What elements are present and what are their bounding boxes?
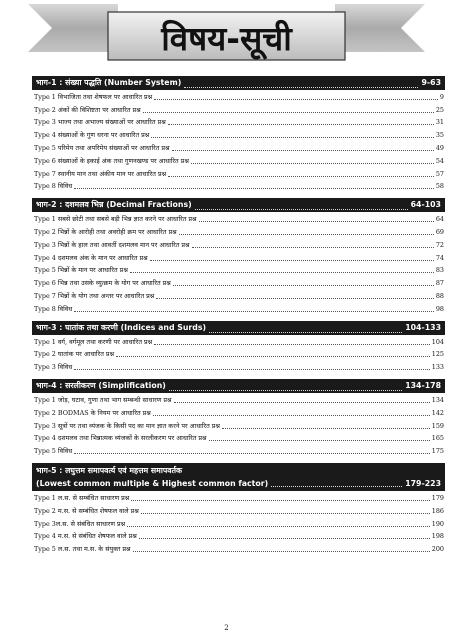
toc-item-page: 133: [431, 363, 444, 372]
toc-item[interactable]: [32, 504, 445, 517]
section-header[interactable]: [32, 76, 445, 90]
toc-item-page: 25: [435, 105, 444, 114]
toc-item-text: Type 5 ल.स. तथा म.स. के संयुक्त प्रश्न: [34, 545, 131, 554]
toc-item-text: Type 1 सबसे छोटी तथा सबसे बड़ी भिन्न ज्ञात करने पर आधारित प्रश्न: [34, 215, 197, 224]
section-pages: 64-103: [410, 200, 441, 210]
toc-item-text: Type 1 ल.स. से सम्बंधित साधारण प्रश्न: [34, 493, 130, 502]
toc-item-page: 74: [435, 253, 444, 262]
leader-dots: [154, 99, 438, 100]
toc-item[interactable]: [32, 225, 445, 238]
toc-item-text: Type 8 विविध: [34, 182, 73, 191]
toc-item-text: Type 4 दशमलव तथा भिन्नात्मक व्यंजकों के सरलीकरण पर आधारित प्रश्न: [34, 434, 207, 443]
toc-item-text: Type 8 विविध: [34, 304, 73, 313]
toc-item-page: 98: [435, 304, 444, 313]
toc-item-text: Type 2 घातांक पर आधारित प्रश्न: [34, 350, 115, 359]
leader-dots: [74, 369, 430, 370]
toc-item[interactable]: [32, 264, 445, 277]
toc-item-text: Type 7 स्थानीय मान तथा अंकीय मान पर आधारित प्रश्न: [34, 169, 167, 178]
toc-item-text: Type 1 विभाजिता तथा शेषफल पर आधारित प्रश्न: [34, 92, 153, 101]
leader-dots: [174, 402, 430, 403]
toc-item[interactable]: [32, 251, 445, 264]
leader-dots: [173, 285, 434, 286]
leader-dots: [153, 415, 430, 416]
leader-dots: [156, 298, 434, 299]
toc-item-text: Type 2 अंकों की विशिष्टता पर आधारित प्रश्न: [34, 105, 141, 114]
toc-item-text: Type 5 परिमेय तथा अपरिमेय संख्याओं पर आधारित प्रश्न: [34, 143, 170, 152]
section-label-sub: (Lowest common multiple & Highest common factor): [36, 479, 269, 489]
toc-section: [32, 76, 445, 192]
section-label: भाग-2 : दशमलव भिन्न (Decimal Fractions): [36, 200, 192, 210]
toc-content: [32, 70, 445, 555]
toc-item-page: 69: [435, 227, 444, 236]
toc-item[interactable]: [32, 542, 445, 555]
toc-item-page: 190: [431, 519, 444, 528]
toc-item-page: 200: [431, 545, 444, 554]
toc-item[interactable]: [32, 444, 445, 457]
leader-dots: [116, 356, 430, 357]
toc-item[interactable]: [32, 517, 445, 530]
toc-item[interactable]: [32, 154, 445, 167]
leader-dots: [191, 163, 434, 164]
toc-item-text: Type 4 दशमलव अंक के मान पर आधारित प्रश्न: [34, 253, 148, 262]
leader-dots: [74, 311, 434, 312]
leader-dots: [151, 137, 434, 138]
toc-item[interactable]: [32, 393, 445, 406]
toc-item-page: 179: [431, 493, 444, 502]
leader-dots: [139, 538, 430, 539]
ribbon-left: [28, 4, 118, 52]
toc-item-page: 58: [435, 182, 444, 191]
toc-item[interactable]: [32, 238, 445, 251]
leader-dots: [133, 551, 430, 552]
toc-item[interactable]: [32, 491, 445, 504]
leader-dots: [127, 526, 430, 527]
toc-item-page: 175: [431, 447, 444, 456]
section-label: भाग-1 : संख्या पद्धति (Number System): [36, 78, 182, 87]
toc-section: [32, 463, 445, 555]
toc-item[interactable]: [32, 360, 445, 373]
section-pages: 179-223: [405, 479, 441, 489]
leader-dots: [172, 150, 434, 151]
toc-section: [32, 379, 445, 457]
toc-item-text: Type 4 संख्याओं के गुण धरना पर आधारित प्रश्न: [34, 131, 150, 140]
section-header[interactable]: [32, 463, 445, 491]
toc-section: [32, 321, 445, 373]
toc-item[interactable]: [32, 348, 445, 361]
leader-dots: [179, 234, 434, 235]
toc-item-page: 159: [431, 421, 444, 430]
toc-item[interactable]: [32, 116, 445, 129]
toc-item-text: Type 3 भिन्नों के हाल तथा आवर्ती दशमलव मान पर आधारित प्रश्न: [34, 240, 190, 249]
leader-dots: [199, 221, 434, 222]
toc-item-text: Type 3ल.स. से संबंधित साधारण प्रश्न: [34, 519, 126, 528]
leader-dots: [222, 428, 430, 429]
toc-item[interactable]: [32, 432, 445, 445]
toc-item-page: 88: [435, 291, 444, 300]
section-header[interactable]: [32, 379, 445, 393]
toc-item-page: 87: [435, 279, 444, 288]
toc-item-page: 142: [431, 408, 444, 417]
toc-item[interactable]: [32, 335, 445, 348]
toc-item[interactable]: [32, 128, 445, 141]
toc-item[interactable]: [32, 276, 445, 289]
toc-item-text: Type 2 म.स. से सम्बंधित शेषफल वाले प्रश्न: [34, 506, 139, 515]
toc-item-text: Type 3 भाज्य तथा अभाज्य संख्याओं पर आधारित प्रश्न: [34, 118, 166, 127]
section-header[interactable]: [32, 198, 445, 212]
toc-item[interactable]: [32, 90, 445, 103]
leader-dots: [209, 440, 430, 441]
leader-dots: [168, 124, 434, 125]
toc-item[interactable]: [32, 302, 445, 315]
toc-item-page: 125: [431, 350, 444, 359]
leader-dots: [192, 247, 434, 248]
toc-item-page: 9: [439, 92, 444, 101]
toc-item-text: Type 5 विविध: [34, 447, 73, 456]
toc-item-text: Type 2 भिन्नों के आरोही तथा अवरोही क्रम पर आधारित प्रश्न: [34, 227, 177, 236]
toc-item-page: 49: [435, 143, 444, 152]
leader-dots: [168, 176, 434, 177]
toc-item[interactable]: [32, 167, 445, 180]
leader-dots: [74, 453, 430, 454]
toc-item-page: 57: [435, 169, 444, 178]
toc-item-text: Type 1 जोड़, घटाव, गुणा तथा भाग सम्बन्धी साधारण प्रश्न: [34, 395, 172, 404]
toc-item-page: 198: [431, 532, 444, 541]
section-pages: 9-63: [421, 78, 441, 87]
toc-item-text: Type 6 संख्याओं के इकाई अंक तथा गुणनखण्ड पर आधारित प्रश्न: [34, 156, 189, 165]
toc-item-text: Type 6 भिन्न तथा उसके व्युत्क्रम के योग पर आधारित प्रश्न: [34, 279, 171, 288]
toc-item-text: Type 7 भिन्नों के योग तथा अन्तर पर आधारित प्रश्न: [34, 291, 155, 300]
toc-item-text: Type 1 वर्ग, वर्गमूल तथा करणी पर आधारित प्रश्न: [34, 337, 153, 346]
toc-item-text: Type 2 BODMAS के नियम पर आधारित प्रश्न: [34, 408, 151, 417]
toc-item[interactable]: [32, 212, 445, 225]
leader-dots: [143, 112, 434, 113]
toc-item[interactable]: [32, 419, 445, 432]
toc-item-text: Type 3 विविध: [34, 363, 73, 372]
leader-dots: [131, 500, 430, 501]
toc-item-text: Type 4 म.स. से संबंधित शेषफल वाले प्रश्न: [34, 532, 137, 541]
toc-item[interactable]: [32, 103, 445, 116]
section-pages: 134-178: [405, 381, 441, 391]
toc-item[interactable]: [32, 289, 445, 302]
page-number: 2: [224, 624, 229, 632]
leader-dots: [154, 344, 430, 345]
toc-item-text: Type 5 भिन्नों के मान पर आधारित प्रश्न: [34, 266, 128, 275]
ribbon-right: [335, 4, 425, 52]
toc-item-page: 165: [431, 434, 444, 443]
toc-item[interactable]: [32, 406, 445, 419]
toc-item-page: 186: [431, 506, 444, 515]
section-header[interactable]: [32, 321, 445, 335]
section-label: भाग-4 : सरलीकरण (Simplification): [36, 381, 166, 391]
toc-item-page: 134: [431, 395, 444, 404]
toc-item[interactable]: [32, 180, 445, 193]
toc-item-page: 83: [435, 266, 444, 275]
leader-dots: [130, 272, 434, 273]
toc-item[interactable]: [32, 530, 445, 543]
toc-item-page: 72: [435, 240, 444, 249]
section-label: भाग-5 : लघुत्तम समापवर्त्य एवं महत्तम समापवर्तक: [36, 466, 183, 476]
toc-section: [32, 198, 445, 314]
toc-item-page: 54: [435, 156, 444, 165]
toc-item-text: Type 3 सूत्रों पर तथा व्यंजक के किसी पद का मान ज्ञात करने पर आधारित प्रश्न: [34, 421, 220, 430]
leader-dots: [74, 188, 434, 189]
page-title: विषय-सूची: [161, 18, 292, 58]
toc-item-page: 31: [435, 118, 444, 127]
toc-item-page: 35: [435, 131, 444, 140]
leader-dots: [150, 260, 434, 261]
toc-item-page: 104: [431, 337, 444, 346]
section-label: भाग-3 : घातांक तथा करणी (Indices and Surds): [36, 322, 207, 332]
leader-dots: [141, 513, 430, 514]
toc-item-page: 64: [435, 215, 444, 224]
section-pages: 104-133: [405, 322, 441, 332]
toc-item[interactable]: [32, 141, 445, 154]
